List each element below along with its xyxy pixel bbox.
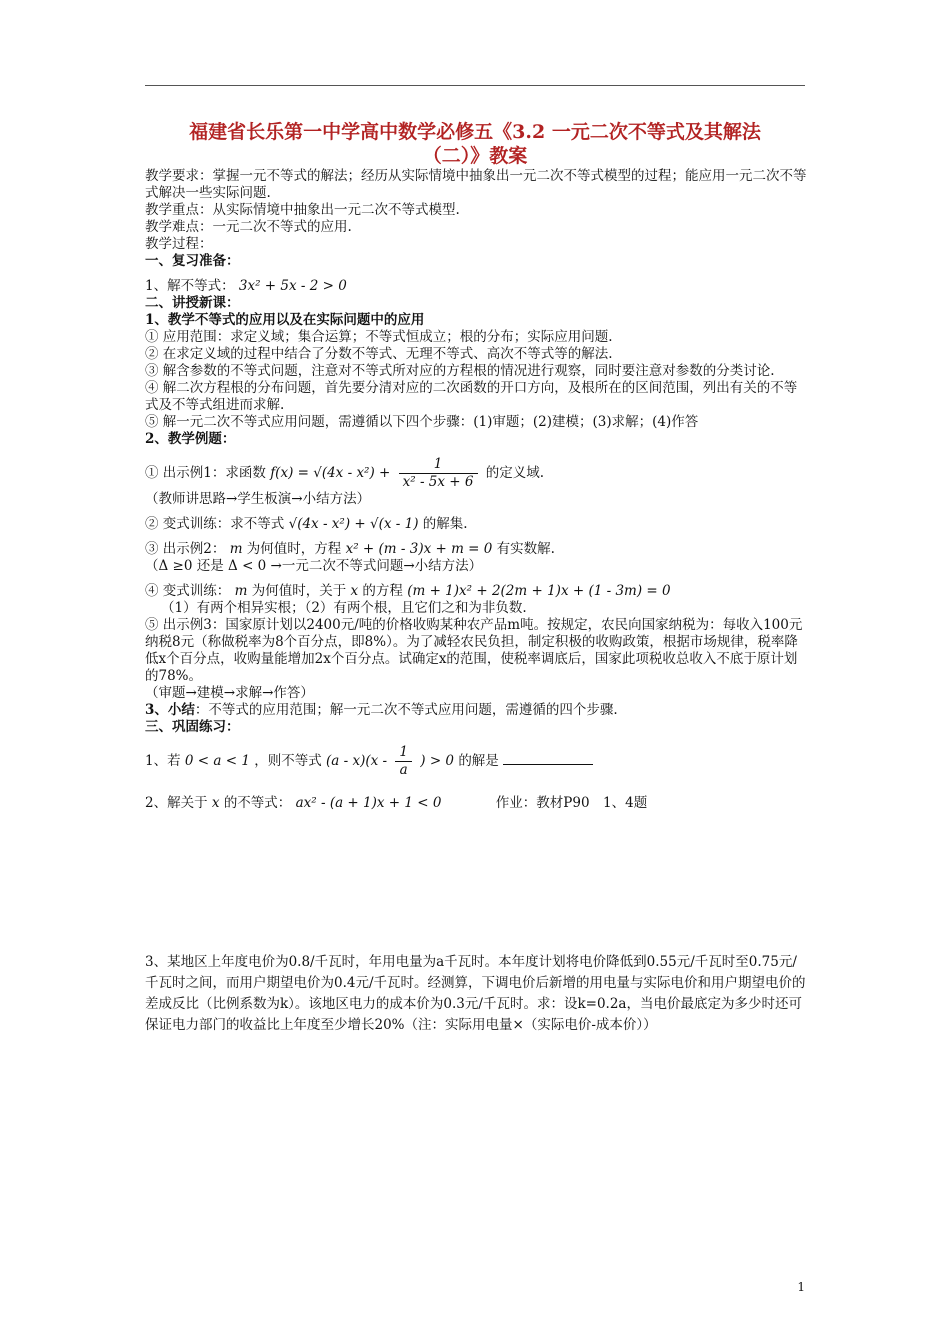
example-1-note: （教师讲思路→学生板演→小结方法）: [145, 491, 371, 507]
answer-blank: [503, 752, 593, 765]
section-new-lesson-heading: 二、讲授新课：: [145, 295, 240, 311]
review-expression: 3x² + 5x - 2 > 0: [238, 278, 347, 294]
homework: 作业：教材P90 1、4题: [495, 795, 648, 811]
point-1: ① 应用范围：求定义域；集合运算；不等式恒成立；根的分布；实际应用问题.: [145, 329, 613, 345]
variation-2-equation: (m + 1)x² + 2(2m + 1)x + (1 - 3m) = 0: [407, 583, 671, 599]
exercise-1-fraction: $\frac{1}{a}$: [395, 744, 412, 779]
teaching-key-point: 教学重点：从实际情境中抽象出一元二次不等式模型.: [145, 202, 460, 218]
review-item-1: 1、解不等式： 3x² + 5x - 2 > 0: [145, 278, 347, 294]
page-number: 1: [797, 1280, 805, 1294]
example-1-fraction: $\frac{1}{\text{x² - 5x + 6}}$: [399, 456, 478, 491]
teaching-difficulty: 教学难点：一元二次不等式的应用.: [145, 219, 352, 235]
summary: 3、小结：不等式的应用范围；解一元二次不等式应用问题，需遵循的四个步骤.: [145, 702, 618, 718]
section-practice-heading: 三、巩固练习：: [145, 719, 240, 735]
subsection-applications-heading: 1、教学不等式的应用以及在实际问题中的应用: [145, 312, 425, 328]
teaching-process: 教学过程：: [145, 236, 213, 252]
title-line-2: （二）》教案: [422, 145, 528, 167]
subsection-examples-heading: 2、教学例题：: [145, 431, 236, 447]
point-3: ③ 解含参数的不等式问题，注意对不等式所对应的方程根的情况进行观察，同时要注意对参数的分类讨论.: [145, 363, 775, 379]
variation-2-conditions: （1）有两个相异实根；（2）有两个根，且它们之和为非负数.: [161, 600, 527, 616]
example-3-note: （审题→建模→求解→作答）: [145, 685, 314, 701]
point-4: ④ 解二次方程根的分布问题，首先要分清对应的二次函数的开口方向，及根所在的区间范围，列出有关的不等式及不等式组进而求解.: [145, 380, 798, 413]
point-5: ⑤ 解一元二次不等式应用问题，需遵循以下四个步骤：(1)审题；(2)建模；(3)求解；(4)作答: [145, 414, 699, 430]
example-1-function: f(x) = √(4x - x²) +: [270, 465, 391, 481]
point-2: ② 在求定义域的过程中结合了分数不等式、无理不等式、高次不等式等的解法.: [145, 346, 613, 362]
exercise-2-inequality: ax² - (a + 1)x + 1 < 0: [295, 795, 442, 811]
title-line-1: 福建省长乐第一中学高中数学必修五《3.2 一元二次不等式及其解法: [189, 121, 761, 143]
variation-1-expression: √(4x - x²) + √(x - 1): [288, 516, 419, 532]
example-3: ⑤ 出示例3：国家原计划以2400元/吨的价格收购某种农产品m吨。按规定，农民向国家纳税为：每收入100元纳税8元（称做税率为8个百分点，即8%）。为了减轻农民负担，制定积极的收购政策，根据市场规律，税率降低x个百分点，收购量能增加2x个百分点。试确定x的范围，使税率调底后，国家此项税收总收入不底于原计划的78%。: [145, 617, 803, 684]
section-review-heading: 一、复习准备：: [145, 253, 240, 269]
exercise-1: 1、若 0 < a < 1 ，则不等式 (a - x)(x - $\frac{1}{a}$ ) > 0 的解是: [145, 744, 810, 779]
example-1: ① 出示例1：求函数 f(x) = √(4x - x²) + $\frac{1}{\text{x² - 5x + 6}}$ 的定义域.: [145, 456, 545, 490]
document-title: [145, 120, 805, 168]
example-2: ③ 出示例2： m 为何值时，方程 x² + (m - 3)x + m = 0 有实数解.: [145, 541, 555, 557]
exercise-3: 3、某地区上年度电价为0.8/千瓦时，年用电量为a千瓦时。本年度计划将电价降低到0.55元/千瓦时至0.75元/千瓦时之间，而用户期望电价为0.4元/千瓦时。经测算，下调电价后新增的用电量与实际电价和用户期望电价的差成反比（比例系数为k）。该地区电力的成本价为0.3元/千瓦时。求：设k=0.2a，当电价最底定为多少时还可保证电力部门的收益比上年度至少增长20%（注：实际用电量×（实际电价-成本价））: [145, 954, 806, 1033]
variation-1: ② 变式训练：求不等式 √(4x - x²) + √(x - 1) 的解集.: [145, 516, 468, 532]
teaching-requirements: 教学要求：掌握一元不等式的解法；经历从实际情境中抽象出一元二次不等式模型的过程；能应用一元二次不等式解决一些实际问题.: [145, 168, 807, 201]
example-2-equation: x² + (m - 3)x + m = 0: [345, 541, 493, 557]
header-rule: [145, 85, 805, 86]
variation-2: ④ 变式训练： m 为何值时，关于 x 的方程 (m + 1)x² + 2(2m + 1)x + (1 - 3m) = 0: [145, 583, 671, 599]
example-2-note: （Δ ≥0 还是 Δ < 0 →一元二次不等式问题→小结方法）: [145, 558, 483, 574]
document-body: [145, 168, 810, 1036]
exercise-2: 2、解关于 x 的不等式： ax² - (a + 1)x + 1 < 0 作业：教材P90 1、4题: [145, 795, 648, 811]
